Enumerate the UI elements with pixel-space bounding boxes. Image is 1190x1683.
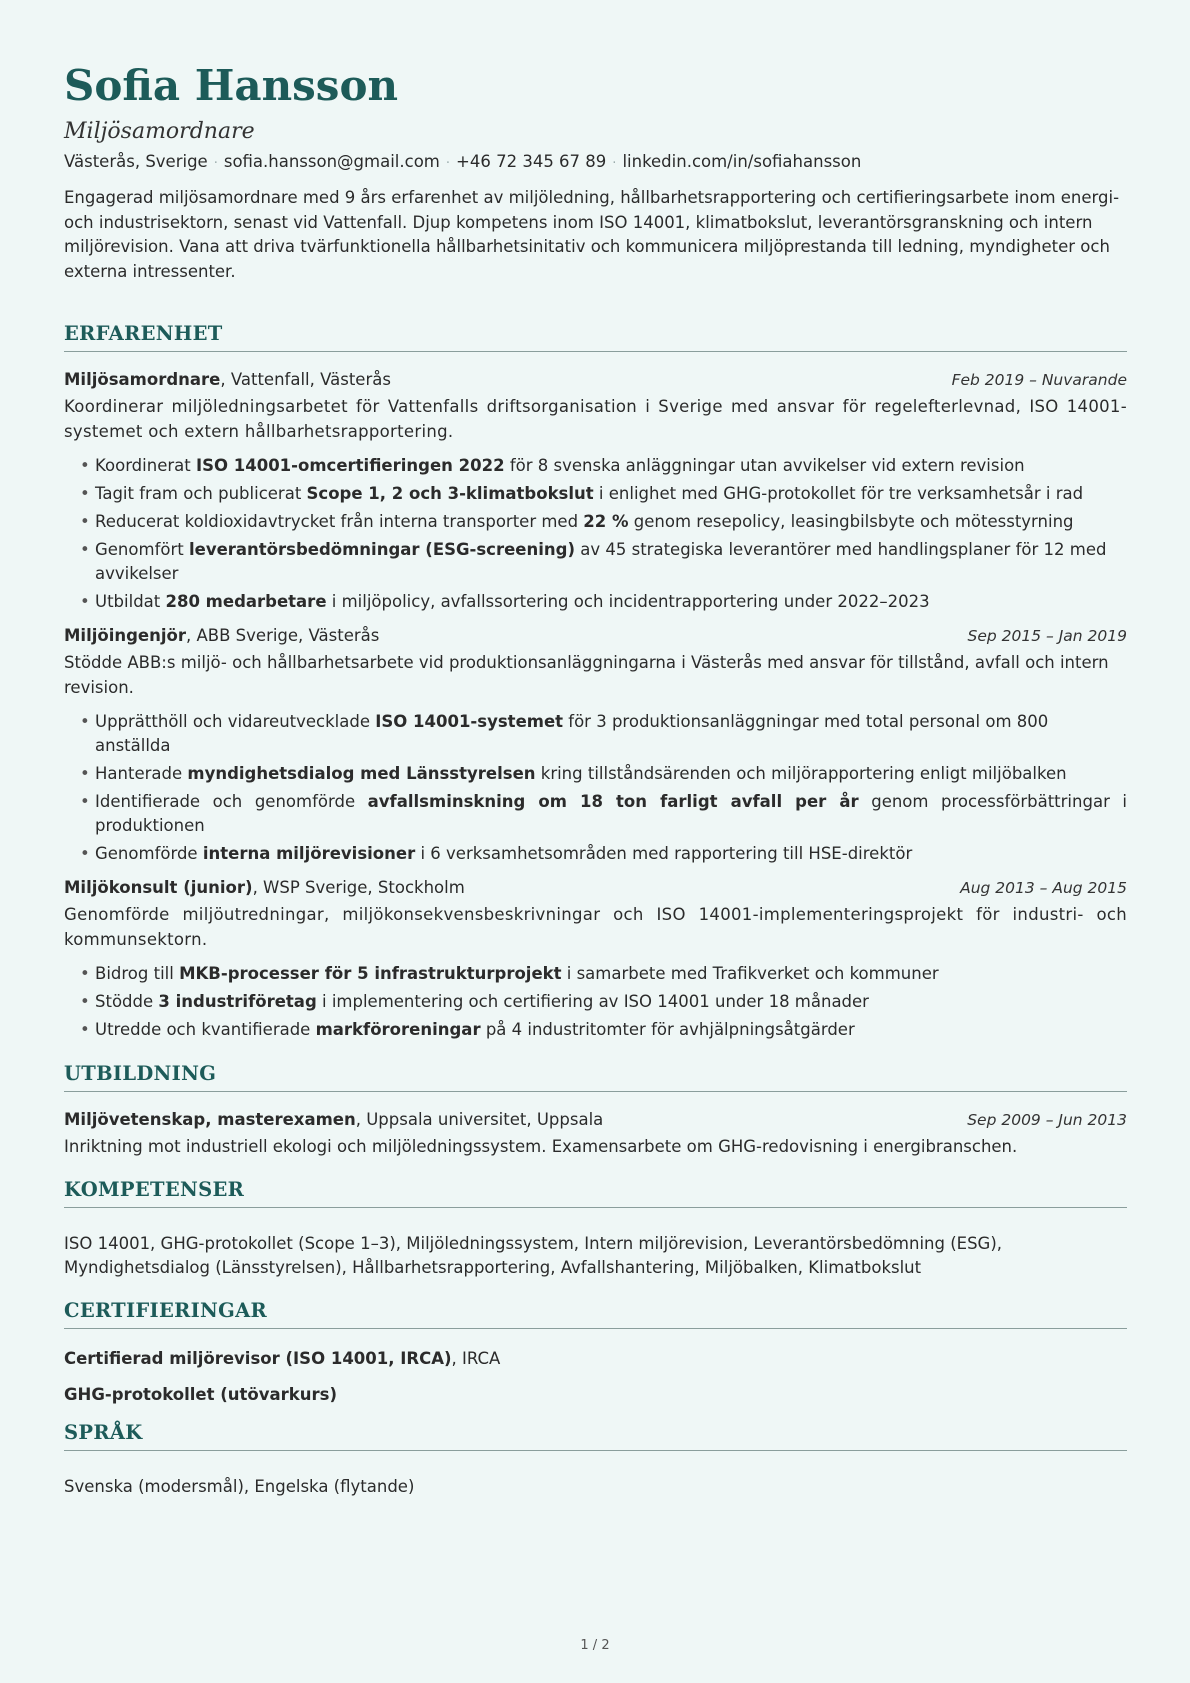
achievement-item xyxy=(95,590,1127,614)
contact-separator: · xyxy=(445,156,451,171)
bullet-highlight: 22 % xyxy=(583,512,629,531)
bullet-text: kring tillståndsärenden och miljörapportering enligt miljöbalken xyxy=(535,764,1067,783)
experience-heading xyxy=(64,368,391,392)
bullet-text: Bidrog till xyxy=(95,964,180,983)
achievement-item xyxy=(95,962,1127,986)
section-title-education: UTBILDNING xyxy=(64,1062,1127,1092)
achievement-list xyxy=(64,454,1127,614)
bullet-text: av 45 strategiska leverantörer med handlingsplaner för 12 med avvikelser xyxy=(95,540,1107,583)
bullet-text: för 3 produktionsanläggningar med total personal om 800 anställda xyxy=(95,712,1049,755)
job-dates: Aug 2013 – Aug 2015 xyxy=(960,879,1127,897)
bullet-highlight: ISO 14001-systemet xyxy=(375,712,564,731)
certification-item xyxy=(64,1347,1127,1371)
bullet-text: i 6 verksamhetsområden med rapportering till HSE-direktör xyxy=(415,844,913,863)
experience-entry xyxy=(64,368,1127,614)
section-title-languages: SPRÅK xyxy=(64,1421,1127,1451)
achievement-item xyxy=(95,538,1127,586)
bullet-text: Tagit fram och publicerat xyxy=(95,484,307,503)
section-title-skills: KOMPETENSER xyxy=(64,1178,1127,1208)
job-title: Miljökonsult (junior) xyxy=(64,878,253,897)
bullet-text: Utbildat xyxy=(95,592,166,611)
job-description: Koordinerar miljöledningsarbetet för Vattenfalls driftsorganisation i Sverige med ansvar för regelefterlevnad, ISO 14001-systemet och extern hållbarhetsrapportering. xyxy=(64,397,1127,441)
skills-list: ISO 14001, GHG-protokollet (Scope 1–3), Miljöledningssystem, Intern miljörevision, Leverantörsbedömning (ESG), Myndighetsdialog (Länsstyrelsen), Hållbarhetsrapportering, Avfallshantering, Miljöbalken, Klimatbokslut xyxy=(64,1233,1003,1277)
achievement-list xyxy=(64,710,1127,866)
bullet-highlight: ISO 14001-omcertifieringen 2022 xyxy=(195,456,505,475)
bullet-text: i enlighet med GHG-protokollet för tre verksamhetsår i rad xyxy=(593,484,1084,503)
experience-header xyxy=(64,624,1127,648)
bullet-highlight: myndighetsdialog med Länsstyrelsen xyxy=(187,764,536,783)
bullet-text: i samarbete med Trafikverket och kommuner xyxy=(561,964,939,983)
certification-issuer: , IRCA xyxy=(451,1348,501,1368)
achievement-item xyxy=(95,790,1127,838)
experience-entry xyxy=(64,876,1127,1042)
bullet-highlight: Scope 1, 2 och 3-klimatbokslut xyxy=(306,484,594,503)
bullet-text: Utredde och kvantifierade xyxy=(95,1020,316,1039)
bullet-text: Genomfört xyxy=(95,540,189,559)
bullet-text: i miljöpolicy, avfallssortering och incidentrapportering under 2022–2023 xyxy=(326,592,930,611)
certification-item xyxy=(64,1383,1127,1407)
languages-list: Svenska (modersmål), Engelska (flytande) xyxy=(64,1476,415,1496)
contact-phone: +46 72 345 67 89 xyxy=(456,152,607,171)
job-org: , WSP Sverige, Stockholm xyxy=(252,878,465,897)
education-header xyxy=(64,1108,1127,1132)
job-title: Miljöingenjör xyxy=(64,626,187,645)
achievement-item xyxy=(95,990,1127,1014)
achievement-list xyxy=(64,962,1127,1042)
education-dates: Sep 2009 – Jun 2013 xyxy=(967,1111,1127,1129)
achievement-item xyxy=(95,842,1127,866)
bullet-text: på 4 industritomter för avhjälpningsåtgärder xyxy=(480,1020,855,1039)
candidate-role: Miljösamordnare xyxy=(64,119,255,144)
achievement-item xyxy=(95,1018,1127,1042)
contact-line xyxy=(64,150,1127,176)
bullet-text: Genomförde xyxy=(95,844,203,863)
certification-name: GHG-protokollet (utövarkurs) xyxy=(64,1384,338,1404)
achievement-item xyxy=(95,762,1127,786)
job-description: Stödde ABB:s miljö- och hållbarhetsarbete vid produktionsanläggningarna i Västerås med ansvar för tillstånd, avfall och intern revision. xyxy=(64,653,1109,697)
job-title: Miljösamordnare xyxy=(64,370,221,389)
experience-header xyxy=(64,368,1127,392)
bullet-highlight: avfallsminskning om 18 ton farligt avfall per år xyxy=(367,792,859,811)
bullet-highlight: leverantörsbedömningar (ESG-screening) xyxy=(188,540,575,559)
experience-heading xyxy=(64,624,379,648)
bullet-highlight: interna miljörevisioner xyxy=(202,844,416,863)
experience-header xyxy=(64,876,1127,900)
education-entry xyxy=(64,1108,1127,1160)
bullet-text: Stödde xyxy=(95,992,159,1011)
experience-entry xyxy=(64,624,1127,866)
job-org: , ABB Sverige, Västerås xyxy=(186,626,380,645)
bullet-text: i implementering och certifiering av ISO 14001 under 18 månader xyxy=(316,992,869,1011)
section-title-certifications: CERTIFIERINGAR xyxy=(64,1299,1127,1329)
job-dates: Sep 2015 – Jan 2019 xyxy=(967,627,1127,645)
contact-linkedin[interactable]: linkedin.com/in/sofiahansson xyxy=(622,152,862,171)
education-description: Inriktning mot industriell ekologi och miljöledningssystem. Examensarbete om GHG-redovisning i energibranschen. xyxy=(64,1137,1018,1156)
bullet-text: för 8 svenska anläggningar utan avvikelser vid extern revision xyxy=(504,456,1025,475)
achievement-item xyxy=(95,510,1127,534)
bullet-highlight: markföroreningar xyxy=(315,1020,481,1039)
certification-name: Certifierad miljörevisor (ISO 14001, IRCA) xyxy=(64,1348,452,1368)
bullet-highlight: MKB-processer för 5 infrastrukturprojekt xyxy=(179,964,562,983)
bullet-text: Koordinerat xyxy=(95,456,196,475)
experience-heading xyxy=(64,876,465,900)
bullet-highlight: 280 medarbetare xyxy=(165,592,327,611)
bullet-text: genom processförbättringar i produktionen xyxy=(95,792,1127,835)
page-number: 1 / 2 xyxy=(580,1638,610,1653)
contact-separator: · xyxy=(612,156,617,171)
achievement-item xyxy=(95,710,1127,758)
job-dates: Feb 2019 – Nuvarande xyxy=(951,371,1127,389)
job-description: Genomförde miljöutredningar, miljökonsekvensbeskrivningar och ISO 14001-implementeringsprojekt för industri- och kommunsektorn. xyxy=(64,905,1127,949)
achievement-item xyxy=(95,454,1127,478)
achievement-item xyxy=(95,482,1127,506)
resume-content xyxy=(64,60,1127,1499)
bullet-text: Upprätthöll och vidareutvecklade xyxy=(95,712,376,731)
bullet-text: Identifierade och genomförde xyxy=(95,792,368,811)
candidate-name: Sofia Hansson xyxy=(64,61,398,110)
school-name: , Uppsala universitet, Uppsala xyxy=(355,1110,604,1129)
bullet-text: Reducerat koldioxidavtrycket från interna transporter med xyxy=(95,512,584,531)
section-title-experience: ERFARENHET xyxy=(64,322,1127,352)
bullet-text: genom resepolicy, leasingbilsbyte och mötesstyrning xyxy=(628,512,1074,531)
contact-separator: · xyxy=(213,156,218,171)
contact-location: Västerås, Sverige xyxy=(64,152,208,171)
education-heading xyxy=(64,1108,603,1132)
contact-email[interactable]: sofia.hansson@gmail.com xyxy=(223,152,440,171)
degree-title: Miljövetenskap, masterexamen xyxy=(64,1110,356,1129)
job-org: , Vattenfall, Västerås xyxy=(220,370,391,389)
profile-summary: Engagerad miljösamordnare med 9 års erfarenhet av miljöledning, hållbarhetsrapportering och certifieringsarbete inom energi- och industrisektorn, senast vid Vattenfall. Djup kompetens inom ISO 14001, klimatbokslut, leverantörsgranskning och intern miljörevision. Vana att driva tvärfunktionella hållbarhetsinitativ och kommunicera miljöprestanda till ledning, myndigheter och externa intressenter. xyxy=(64,188,1120,281)
bullet-text: Hanterade xyxy=(95,764,188,783)
bullet-highlight: 3 industriföretag xyxy=(158,992,317,1011)
